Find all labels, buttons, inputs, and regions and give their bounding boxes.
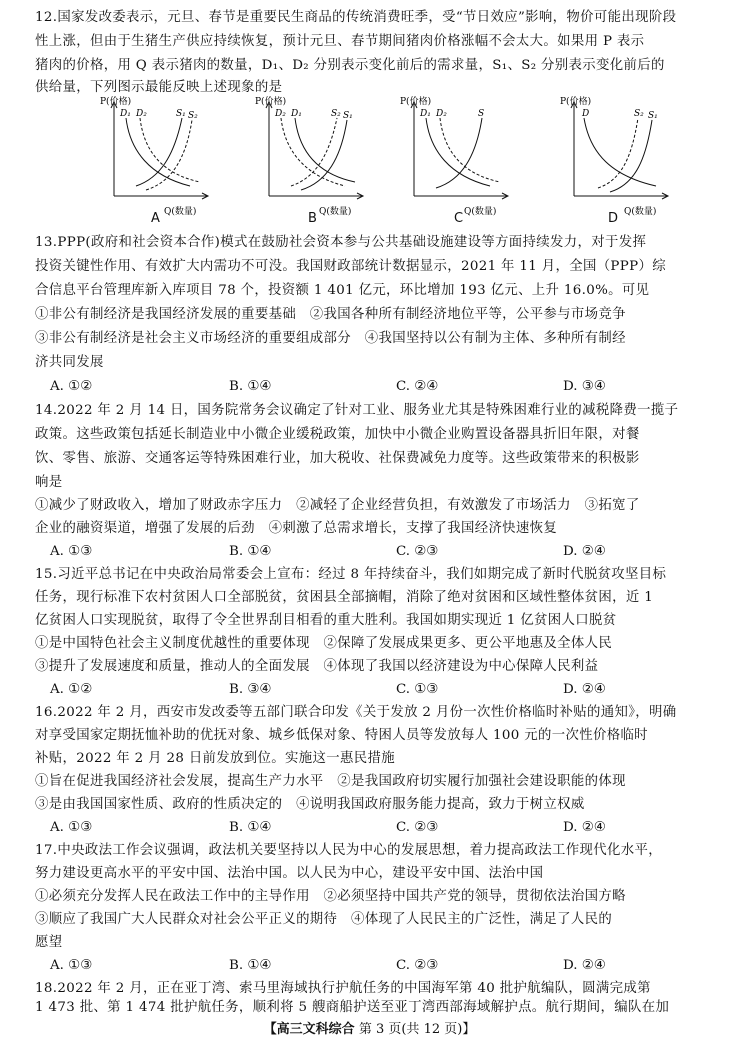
q12-line-4: 供给量，下列图示最能反映上述现象的是 (35, 80, 283, 95)
graph-a-label-1: D₁ (120, 109, 131, 119)
q16-line-3: 补贴，2022 年 2 月 28 日前发放到位。实施这一惠民措施 (35, 751, 395, 766)
q13-line-5: ③非公有制经济是社会主义市场经济的重要组成部分 ④我国坚持以公有制为主体、多种所有制经 (35, 331, 626, 346)
graph-a-letter: A (151, 211, 160, 226)
q12-line-3: 猪肉的价格，用 Q 表示猪肉的数量，D₁、D₂ 分别表示变化前后的需求量，S₁、S₂ 分别表示变化前后的 (35, 58, 665, 73)
q15-option-b: B. ③④ (229, 682, 272, 697)
q17-options (50, 956, 690, 975)
graph-c-label-1: D₁ (420, 109, 431, 119)
q15-line-1: 15.习近平总书记在中央政治局常委会上宣布：经过 8 年持续奋斗，我们如期完成了新时代脱贫攻坚目标 (35, 567, 667, 582)
q12-line-2: 性上涨，但由于生猪生产供应持续恢复，预计元旦、春节期间猪肉价格涨幅不会太大。如果用 P 表示 (35, 34, 645, 49)
graph-c-letter: C (454, 211, 464, 226)
q14-line-2: 政策。这些政策包括延长制造业中小微企业缓税政策，加快中小微企业购置设备器具折旧年限，对餐 (35, 427, 640, 442)
graph-a-label-4: S₂ (188, 111, 198, 121)
graph-d-label-3: S₁ (648, 111, 658, 121)
graph-d-y-axis: P(价格) (560, 97, 592, 107)
q16-options (50, 818, 690, 837)
graph-a-label-3: S₁ (176, 109, 186, 119)
graph-c-label-2: D₂ (436, 109, 447, 119)
q16-line-4: ①旨在促进我国经济社会发展，提高生产力水平 ②是我国政府切实履行加强社会建设职能的体现 (35, 774, 626, 789)
q16-option-d: D. ②④ (563, 820, 606, 835)
q13-option-a: A. ①② (50, 379, 93, 394)
q14-option-d: D. ②④ (563, 544, 606, 559)
graph-a-x-axis: Q(数量) (164, 207, 197, 217)
graph-d (560, 96, 675, 220)
q15-option-d: D. ②④ (563, 682, 606, 697)
graph-b-letter: B (308, 211, 317, 226)
q15-option-a: A. ①② (50, 682, 93, 697)
q17-line-4: ③顺应了我国广大人民群众对社会公平正义的期待 ④体现了人民民主的广泛性，满足了人民的 (35, 912, 613, 927)
q16-line-1: 16.2022 年 2 月，西安市发改委等五部门联合印发《关于发放 2 月份一次性价格临时补贴的通知》，明确 (35, 705, 677, 720)
graph-b-label-4: S₁ (343, 111, 353, 121)
q16-option-a: A. ①③ (50, 820, 93, 835)
q15-options (50, 680, 690, 699)
q13-line-3: 合信息平台管理库新入库项目 78 个，投资额 1 401 亿元，环比增加 193 亿元、上升 16.0%。可见 (35, 283, 650, 298)
graph-b-label-2: D₁ (291, 109, 302, 119)
graph-b-x-axis: Q(数量) (319, 207, 352, 217)
q14-option-b: B. ①④ (229, 544, 272, 559)
graph-b-y-axis: P(价格) (255, 97, 287, 107)
graph-a-y-axis: P(价格) (100, 97, 132, 107)
q17-line-2: 努力建设更高水平的平安中国、法治中国。以人民为中心，建设平安中国、法治中国 (35, 866, 544, 881)
graph-d-letter: D (608, 211, 619, 226)
q14-line-3: 饮、零售、旅游、交通客运等特殊困难行业，加大税收、社保费减免力度等。这些政策带来的积极影 (35, 451, 640, 466)
q14-line-1: 14.2022 年 2 月 14 日，国务院常务会议确定了针对工业、服务业尤其是特殊困难行业的减税降费一揽子 (35, 403, 679, 418)
graph-b-label-1: D₂ (275, 109, 286, 119)
q17-option-d: D. ②④ (563, 958, 606, 973)
graph-b (255, 96, 370, 220)
q14-line-5: ①减少了财政收入，增加了财政赤字压力 ②减轻了企业经营负担，有效激发了市场活力 ③拓宽了 (35, 498, 640, 513)
graph-c (400, 96, 515, 220)
q17-line-3: ①必须充分发挥人民在政法工作中的主导作用 ②必须坚持中国共产党的领导，贯彻依法治国方略 (35, 889, 626, 904)
q13-line-2: 投资关键性作用、有效扩大内需功不可没。我国财政部统计数据显示，2021 年 11 月，全国（PPP）综 (35, 259, 666, 274)
q14-line-6: 企业的融资渠道，增强了发展的后劲 ④刺激了总需求增长，支撑了我国经济快速恢复 (35, 521, 558, 536)
q13-option-b: B. ①④ (229, 379, 272, 394)
q13-line-4: ①非公有制经济是我国经济发展的重要基础 ②我国各种所有制经济地位平等，公平参与市场竞争 (35, 307, 626, 322)
q13-option-c: C. ②④ (396, 379, 439, 394)
graph-d-label-1: D (582, 109, 590, 119)
q14-option-c: C. ②③ (396, 544, 439, 559)
q13-options (50, 377, 690, 396)
q15-option-c: C. ①③ (396, 682, 439, 697)
q18-line-2: 1 473 批、第 1 474 批护航任务，顺利将 5 艘商船护送至亚丁湾西部海域解护点。航行期间，编队在加 (35, 1000, 670, 1015)
q15-line-2: 任务，现行标准下农村贫困人口全部脱贫，贫困县全部摘帽，消除了绝对贫困和区域性整体贫困，近 1 (35, 590, 654, 605)
graph-c-label-3: S (478, 109, 485, 119)
q13-line-6: 济共同发展 (35, 355, 104, 370)
q14-option-a: A. ①③ (50, 544, 93, 559)
footer-title: 【高三文科综合 (263, 1022, 355, 1037)
graph-a (100, 96, 215, 220)
page-footer (0, 1018, 739, 1037)
q17-line-5: 愿望 (35, 935, 63, 950)
q14-options (50, 542, 690, 561)
q17-option-a: A. ①③ (50, 958, 93, 973)
q17-line-1: 17.中央政法工作会议强调，政法机关要坚持以人民为中心的发展思想，着力提高政法工作现代化水平， (35, 843, 662, 858)
q16-option-b: B. ①④ (229, 820, 272, 835)
q13-line-1: 13.PPP(政府和社会资本合作)模式在鼓励社会资本参与公共基础设施建设等方面持续发力，对于发挥 (35, 235, 647, 250)
q16-line-5: ③是由我国国家性质、政府的性质决定的 ④说明我国政府服务能力提高，致力于树立权威 (35, 797, 585, 812)
graph-d-x-axis: Q(数量) (624, 207, 657, 217)
q17-option-b: B. ①④ (229, 958, 272, 973)
graph-c-y-axis: P(价格) (400, 97, 432, 107)
q14-line-4: 响是 (35, 475, 63, 490)
q16-option-c: C. ②③ (396, 820, 439, 835)
q13-option-d: D. ③④ (563, 379, 606, 394)
q15-line-4: ①是中国特色社会主义制度优越性的重要体现 ②保障了发展成果更多、更公平地惠及全体人民 (35, 636, 613, 651)
q15-line-3: 亿贫困人口实现脱贫，取得了令全世界刮目相看的重大胜利。我国如期实现近 1 亿贫困人口脱贫 (35, 613, 617, 628)
graph-a-label-2: D₂ (136, 109, 147, 119)
q12-line-1: 12.国家发改委表示，元旦、春节是重要民生商品的传统消费旺季，受“节日效应”影响，物价可能出现阶段 (35, 10, 677, 25)
q15-line-5: ③提升了发展速度和质量，推动人的全面发展 ④体现了我国以经济建设为中心保障人民利益 (35, 659, 599, 674)
graph-c-x-axis: Q(数量) (464, 207, 497, 217)
q16-line-2: 对享受国家定期抚恤补助的优抚对象、城乡低保对象、特困人员等发放每人 100 元的一次性价格临时 (35, 728, 648, 743)
q18-line-1: 18.2022 年 2 月，正在亚丁湾、索马里海域执行护航任务的中国海军第 40 批护航编队，圆满完成第 (35, 981, 651, 996)
footer-page-number: 第 3 页(共 12 页)】 (358, 1022, 476, 1037)
q17-option-c: C. ②③ (396, 958, 439, 973)
graph-b-label-3: S₂ (331, 109, 341, 119)
graph-d-label-2: S₂ (634, 109, 644, 119)
